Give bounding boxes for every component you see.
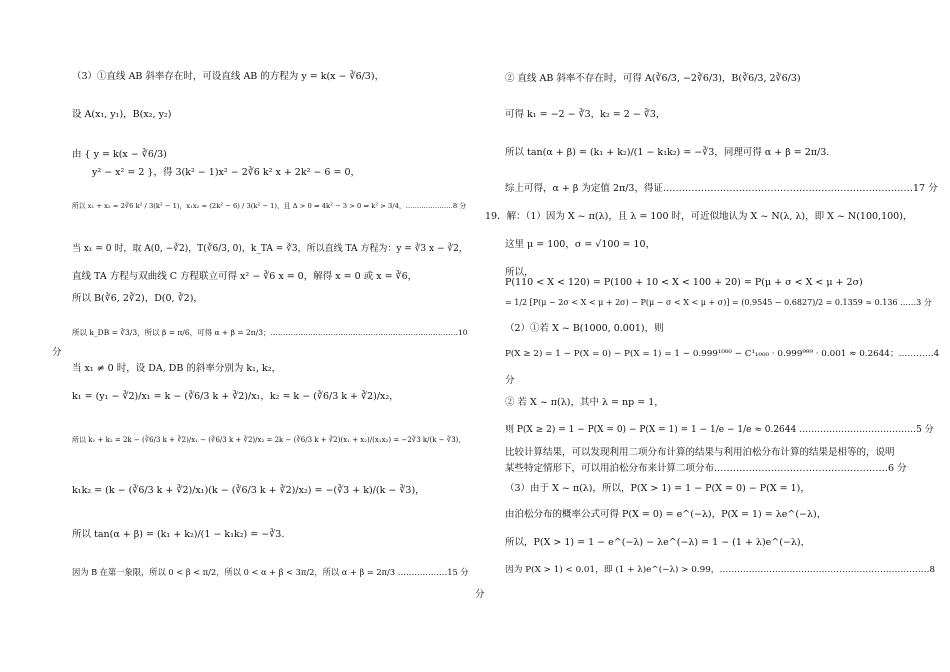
left-line-9: 分 — [52, 347, 62, 358]
right-line-8: P(110 < X < 120) = P(100 + 10 < X < 100 + 20) = P(μ + σ < X < μ + 2σ) — [505, 277, 863, 288]
right-line-19: 所以，P(X > 1) = 1 − e^(−λ) − λe^(−λ) = 1 − (1 + λ)e^(−λ)， — [505, 537, 811, 548]
left-line-13: k₁k₂ = (k − (∛6/3 k + ∛2)/x₁)(k − (∛6/3 k + ∛2)/x₂) = −(∛3 + k)/(k − ∛3)， — [72, 485, 425, 496]
right-line-2: 可得 k₁ = −2 − ∛3，k₂ = 2 − ∛3， — [505, 109, 666, 120]
left-line-3b: y² − x² = 2 }，得 3(k² − 1)x² − 2∛6 k² x + 2k² − 6 = 0， — [92, 167, 360, 178]
left-line-8: 所以 k_DB = ∛3/3，所以 β = π/6，可得 α + β = 2π/3；…………………………………………………………………10 — [72, 328, 468, 337]
right-line-12: 分 — [505, 375, 515, 386]
left-line-11: k₁ = (y₁ − ∛2)/x₁ = k − (∛6/3 k + ∛2)/x₁，k₂ = k − (∛6/3 k + ∛2)/x₂， — [72, 391, 399, 402]
left-line-3a: 由 { y = k(x − ∛6/3) — [72, 149, 167, 160]
right-line-17: （3）由于 X ~ π(λ)，所以，P(X > 1) = 1 − P(X = 0) − P(X = 1)， — [505, 483, 810, 494]
right-line-3: 所以 tan(α + β) = (k₁ + k₂)/(1 − k₁k₂) = −∛3，同理可得 α + β = 2π/3. — [505, 147, 830, 158]
right-line-16: 某些特定情形下，可以用泊松分布来计算二项分布.………………………………………………6 分 — [505, 463, 907, 474]
left-line-15: 因为 B 在第一象限，所以 0 < β < π/2，所以 0 < α + β < 3π/2，所以 α + β = 2π/3 ………………15 分 — [72, 567, 469, 577]
right-line-13: ② 若 X ~ π(λ)，其中 λ = np = 1， — [505, 397, 664, 408]
right-line-10: （2）①若 X ~ B(1000, 0.001)，则 — [505, 323, 664, 334]
left-line-2: 设 A(x₁, y₁)，B(x₂, y₂) — [72, 109, 172, 120]
left-line-14: 所以 tan(α + β) = (k₁ + k₂)/(1 − k₁k₂) = −∛3. — [72, 529, 285, 540]
right-column — [475, 0, 950, 672]
right-line-9: = 1/2 [P(μ − 2σ < X < μ + 2σ) − P(μ − σ < X < μ + σ)] = (0.9545 − 0.6827)/2 = 0.1359 ≈ 0.136 ……3 分 — [505, 298, 932, 307]
right-line-20: 因为 P(X > 1) < 0.01，即 (1 + λ)e^(−λ) > 0.99，………………………………………………………………8 — [505, 565, 936, 575]
left-line-10: 当 x₁ ≠ 0 时，设 DA, DB 的斜率分别为 k₁, k₂， — [72, 363, 282, 374]
left-line-1: （3）①直线 AB 斜率存在时，可设直线 AB 的方程为 y = k(x − ∛6/3)， — [72, 71, 385, 82]
left-line-5: 当 x₁ = 0 时，取 A(0, −∛2)，T(∛6/3, 0)，k_TA = ∛3，所以直线 TA 方程为：y = ∛3 x − ∛2， — [72, 244, 468, 254]
right-line-7: 所以， — [505, 267, 534, 278]
left-line-6: 直线 TA 方程与双曲线 C 方程联立可得 x² − ∛6 x = 0，解得 x = 0 或 x = ∛6， — [72, 271, 418, 282]
right-line-11: P(X ≥ 2) = 1 − P(X = 0) − P(X = 1) = 1 − 0.999¹⁰⁰⁰ − C¹₁₀₀₀ · 0.999⁹⁹⁹ · 0.001 ≈ 0.2644；…………4 — [505, 349, 940, 359]
left-line-12: 所以 k₁ + k₂ = 2k − (∛6/3 k + ∛2)/x₁ − (∛6/3 k + ∛2)/x₂ = 2k − (∛6/3 k + ∛2)(x₁ + x₂)/(x₁x₂) = −2∛3 k/(k − ∛3)， — [72, 436, 466, 444]
right-line-21: 分 — [475, 589, 485, 600]
right-line-18: 由泊松分布的概率公式可得 P(X = 0) = e^(−λ)，P(X = 1) = λe^(−λ)， — [505, 509, 827, 520]
right-line-6: 这里 μ = 100，σ = √100 = 10， — [505, 239, 656, 250]
left-line-7: 所以 B(∛6, 2∛2)，D(0, ∛2)， — [72, 293, 203, 304]
right-line-4: 综上可得，α + β 为定值 2π/3，得证.……………………………………………………………………17 分 — [505, 183, 938, 194]
right-line-14: 则 P(X ≥ 2) = 1 − P(X = 0) − P(X = 1) = 1 − 1/e − 1/e ≈ 0.2644 …………………………………5 分 — [505, 425, 934, 435]
right-line-5: 19．解：（1）因为 X ~ π(λ)，且 λ = 100 时，可近似地认为 X ~ N(λ, λ)，即 X ~ N(100,100)， — [485, 211, 913, 222]
left-line-4: 所以 x₁ + x₂ = 2∛6 k² / 3(k² − 1)，x₁x₂ = (2k² − 6) / 3(k² − 1)，且 Δ > 0 ⇒ 4k² − 3 > 0 ⇒ k² > 3/4，…………………8 分 — [72, 202, 467, 210]
right-line-15: 比较计算结果，可以发现利用二项分布计算的结果与利用泊松分布计算的结果是相等的，说明 — [505, 447, 895, 458]
right-line-1: ② 直线 AB 斜率不存在时，可得 A(∛6/3, −2∛6/3)，B(∛6/3, 2∛6/3) — [505, 73, 801, 84]
